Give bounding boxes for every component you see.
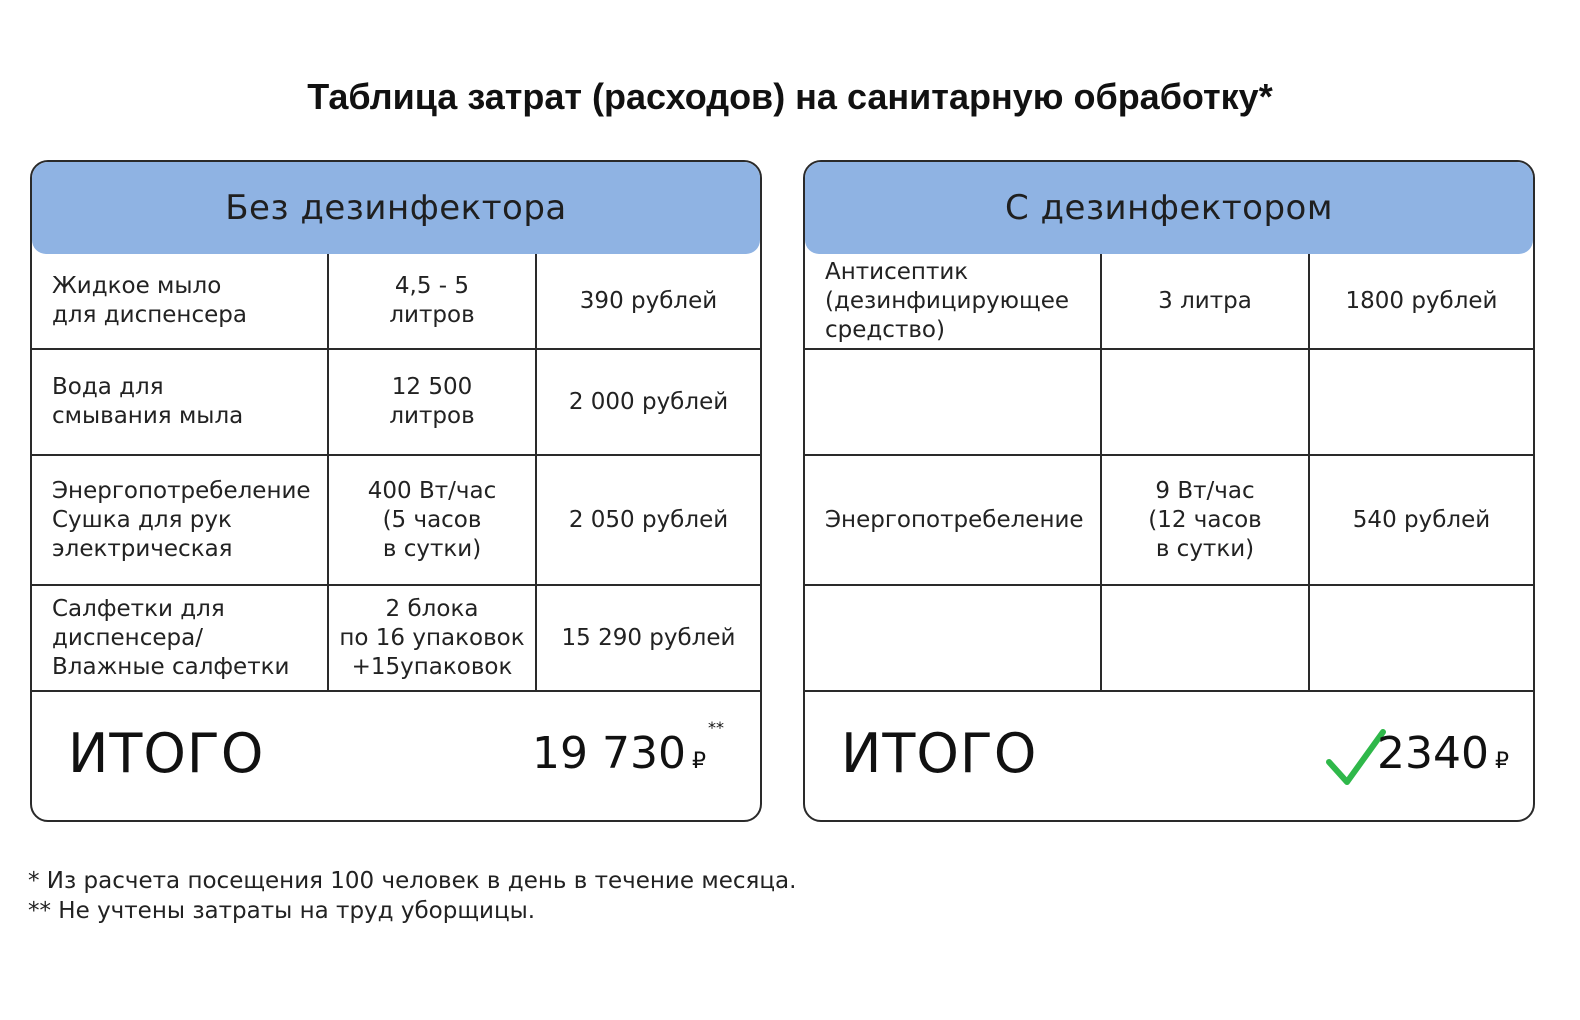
quantity-cell: 9 Вт/час (12 часов в сутки) xyxy=(1102,456,1310,584)
item-cell: Антисептик (дезинфицирующее средство) xyxy=(805,254,1102,348)
item-cell: Вода для смывания мыла xyxy=(32,350,329,454)
total-label: ИТОГО xyxy=(68,722,265,785)
table-row xyxy=(32,456,760,586)
total-value xyxy=(1377,728,1509,779)
table-with-disinfector xyxy=(803,160,1535,822)
footnotes xyxy=(28,866,796,926)
footnote: ** Не учтены затраты на труд уборщицы. xyxy=(28,898,536,924)
cost-cell: 2 000 рублей xyxy=(568,388,729,415)
item-cell: Салфетки для диспенсера/ Влажные салфетки xyxy=(32,586,329,690)
item-cell xyxy=(805,586,1102,690)
table-row xyxy=(32,350,760,456)
table-header: С дезинфектором xyxy=(805,162,1533,254)
table-row xyxy=(32,586,760,692)
item-cell xyxy=(805,350,1102,454)
table-row xyxy=(805,586,1533,692)
footnote: * Из расчета посещения 100 человек в день в течение месяца. xyxy=(28,868,797,894)
total-amount: 2340 xyxy=(1377,728,1489,779)
currency-sign: ₽ xyxy=(1495,749,1509,774)
quantity-cell: 12 500 литров xyxy=(329,350,537,454)
page-title: Таблица затрат (расходов) на санитарную обработку* xyxy=(307,76,1273,117)
item-cell: Жидкое мыло для диспенсера xyxy=(32,254,329,348)
footnote-marker: ** xyxy=(708,718,724,737)
table-row xyxy=(805,350,1533,456)
total-amount: 19 730 xyxy=(532,728,686,779)
table-row xyxy=(805,254,1533,350)
total-label: ИТОГО xyxy=(841,722,1038,785)
table-row xyxy=(32,254,760,350)
quantity-cell xyxy=(1102,586,1310,690)
cost-cell: 15 290 рублей xyxy=(561,624,736,651)
quantity-cell: 2 блока по 16 упаковок +15упаковок xyxy=(329,586,537,690)
table-header: Без дезинфектора xyxy=(32,162,760,254)
currency-sign: ₽ xyxy=(692,749,706,774)
table-row xyxy=(805,456,1533,586)
total-value xyxy=(532,718,724,779)
quantity-cell: 3 литра xyxy=(1102,254,1310,348)
quantity-cell: 4,5 - 5 литров xyxy=(329,254,537,348)
quantity-cell xyxy=(1102,350,1310,454)
item-cell: Энергопотребеление xyxy=(805,456,1102,584)
cost-cell: 390 рублей xyxy=(579,287,718,314)
cost-cell xyxy=(1310,586,1533,690)
cost-cell xyxy=(1310,350,1533,454)
quantity-cell: 400 Вт/час (5 часов в сутки) xyxy=(329,456,537,584)
cost-cell: 540 рублей xyxy=(1352,506,1491,533)
cost-cell: 1800 рублей xyxy=(1345,287,1498,314)
table-without-disinfector xyxy=(30,160,762,822)
cost-cell: 2 050 рублей xyxy=(568,506,729,533)
item-cell: Энергопотребеление Сушка для рук электрическая xyxy=(32,456,329,584)
